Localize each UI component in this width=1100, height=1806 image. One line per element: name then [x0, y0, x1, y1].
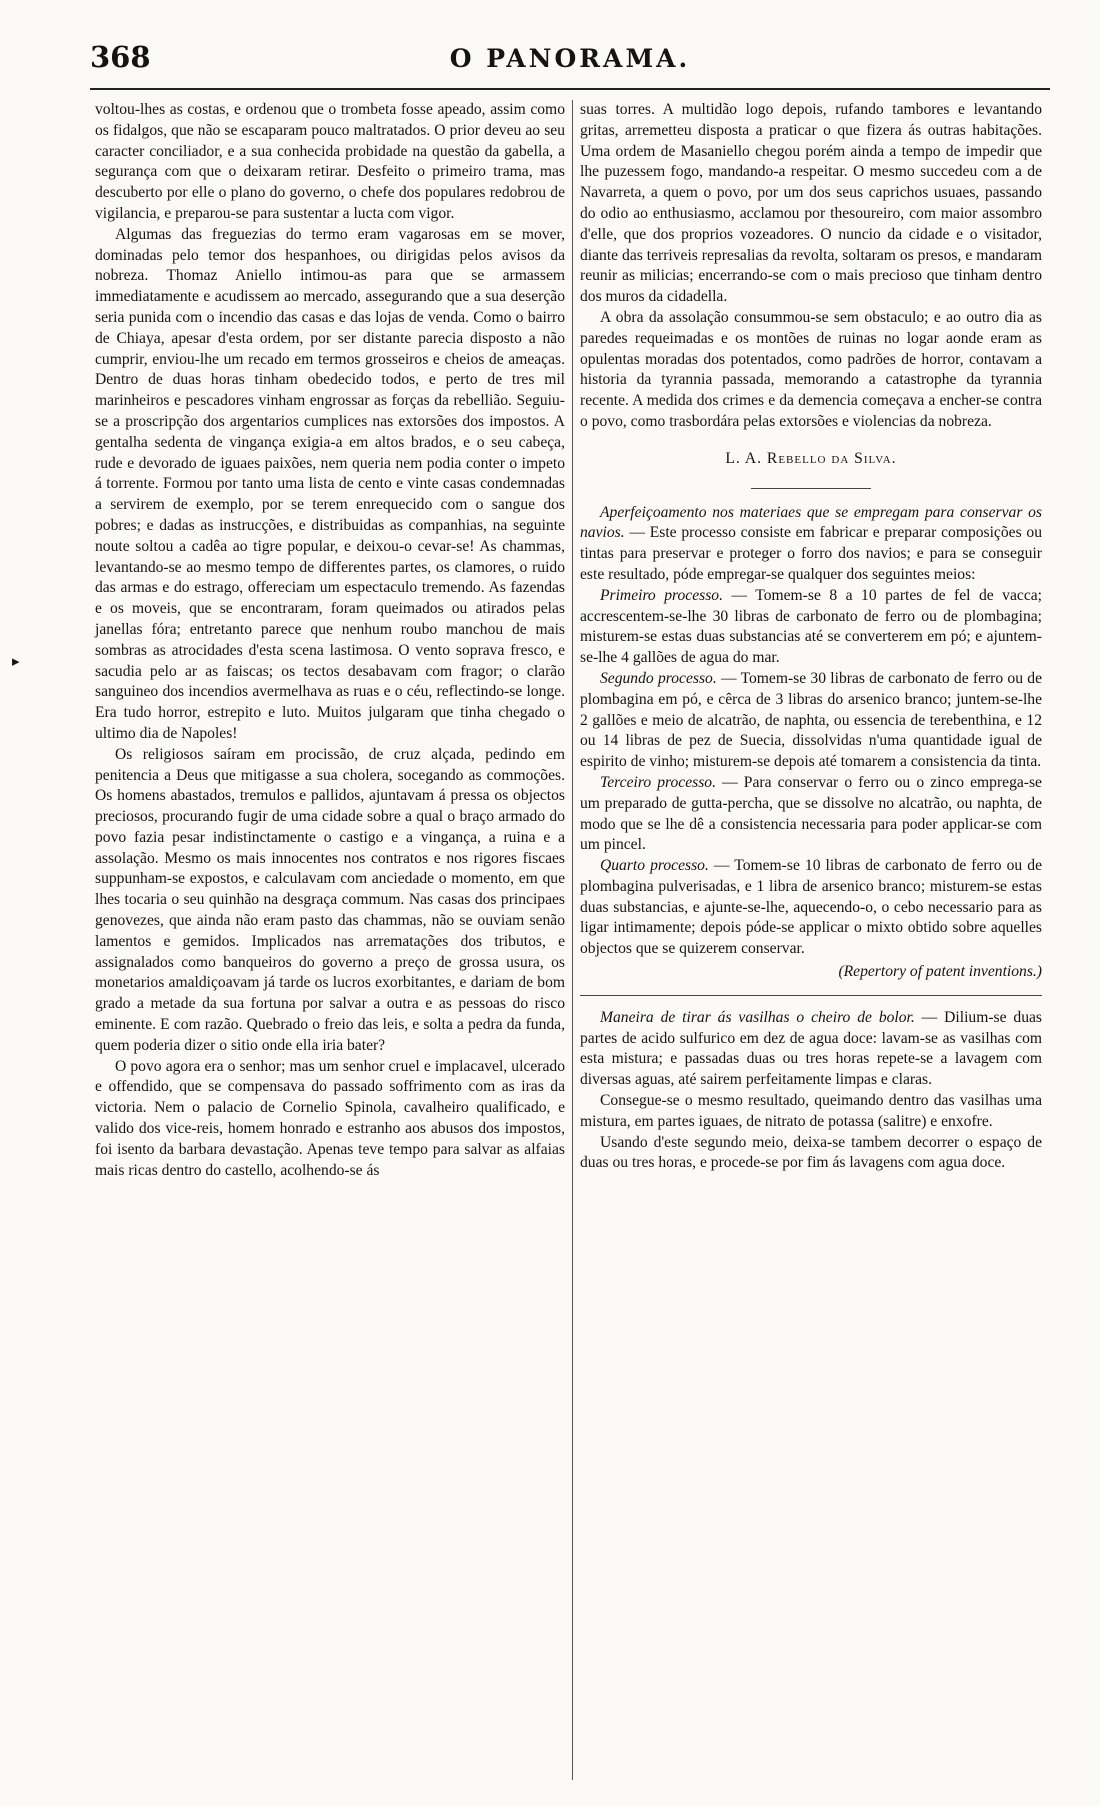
- process-label: Quarto processo.: [600, 857, 709, 875]
- article-intro-text: — Este processo consiste em fabricar e preparar composições ou tintas para preservar e proteger o forro dos navios; e para se conseguir este resultado, póde empregar-se qualquer dos seguintes meios:: [580, 524, 1042, 583]
- process-label: Terceiro processo.: [600, 773, 716, 791]
- process-paragraph: [580, 856, 1042, 960]
- paragraph: Algumas das freguezias do termo eram vagarosas em se mover, dominadas pelo temor dos hespanhoes, ou dirigidas pelos avisos da nobreza. Thomaz Aniello intimou-as para que se armassem immediatamente e acudissem ao mercado, assegurando que a sua deserção seria punida com o incendio das casas e das lojas de venda. Como o bairro de Chiaya, apesar d'esta ordem, por ser distante parecia disposto a não cumprir, enviou-lhe um recado em termos grosseiros e cheios de ameaças. Dentro de duas horas tinham obedecido todos, e perto de tres mil marinheiros e pescadores vinham engrossar as forças da rebellião. Seguiu-se a proscripção dos argentarios cumplices nas extorsões dos impostos. A gentalha sedenta de vingança exigia-a em altos brados, e o seu cabeça, rude e devorado de iguaes paixões, nem queria nem podia conter o impeto á torrente. Formou por tanto uma lista de cento e vinte casas condemnadas a servirem de exemplo, por se terem enrequecido com o sangue dos pobres; e dadas as instrucções, e distribuidas as companhias, na seguinte noute soltou a cadêa ao tigre popular, e deixou-o cevar-se! As chammas, levantando-se ao mesmo tempo de differentes partes, os clamores, o ruido das armas e do estrago, offereciam um espectaculo tremendo. As fazendas e os moveis, que se encontraram, foram queimados ou atirados pelas janellas fóra; entretanto parece que nenhum roubo manchou de mais sombras as atrocidades d'esta scena lastimosa. O vento soprava fresco, e sacudia pelo ar as faiscas; os tectos desabavam com fragor; o clarão sanguineo dos incendios avermelhava as ruas e o céu, reflectindo-se longe. Era tudo horror, estrepito e luto. Muitos julgaram que tinha chegado o ultimo dia de Napoles!: [95, 225, 565, 742]
- article-title: Maneira de tirar ás vasilhas o cheiro de bolor.: [600, 1008, 915, 1026]
- article-title: Aperfeiçoamento nos materiaes que se empregam para conservar os navios.: [580, 503, 1042, 542]
- article-intro-text: — Dilium-se duas partes de acido sulfurico em dez de agua doce: lavam-se as vasilhas com esta mistura; e passadas duas ou tres horas repete-se a lavagem com diversas aguas, até sairem perfeitamente limpas e claras.: [580, 1008, 1042, 1089]
- process-paragraph: [580, 669, 1042, 773]
- journal-title: O PANORAMA.: [449, 44, 691, 73]
- article-source: (Repertory of patent inventions.): [838, 963, 1042, 981]
- process-label: Primeiro processo.: [600, 586, 723, 604]
- left-column: [95, 100, 565, 1181]
- paragraph: A obra da assolação consummou-se sem obstaculo; e ao outro dia as paredes requeimadas e os montões de ruinas no logar aonde eram as opulentas moradas dos potentados, como padrões de horror, contavam a historia da tyrannia passada, memorando a catastrophe da tyrannia recente. A medida dos crimes e da demencia começava a encher-se contra o povo, como trasbordára pelas extorsões e violencias da nobreza.: [580, 308, 1042, 430]
- paragraph: Consegue-se o mesmo resultado, queimando dentro das vasilhas uma mistura, em partes iguaes, de nitrato de potassa (salitre) e enxofre.: [580, 1092, 1042, 1130]
- paragraph: suas torres. A multidão logo depois, rufando tambores e levantando gritas, arremetteu disposta a praticar o que fizera ás outras habitações. Uma ordem de Masaniello chegou porém ainda a tempo de impedir que lhe puzessem fogo, mandando-a respeitar. O mesmo succedeu com a de Navarreta, a quem o povo, por um dos seus caprichos usuaes, passando do odio ao enthusiasmo, acclamou por thesoureiro, com maior assombro d'elle, que dos proprios vozeadores. O nuncio da cidade e o visitador, diante das terriveis represalias da revolta, soltaram os presos, e mandaram reunir as milicias; encerrando-se com o mais precioso que tinham dentro dos muros da cidadella.: [580, 101, 1042, 306]
- article-bolor-intro: [580, 1008, 1042, 1091]
- page-number: 368: [90, 40, 151, 74]
- margin-marker-icon: ▸: [12, 652, 20, 670]
- process-paragraph: [580, 586, 1042, 669]
- process-text: — Para conservar o ferro ou o zinco emprega-se um preparado de gutta-percha, que se dissolve no alcatrão, ou naphta, de modo que se lhe dê a consistencia necessaria para poder applicar-se com um pincel.: [580, 773, 1042, 854]
- right-column: [580, 100, 1042, 1174]
- process-text: — Tomem-se 8 a 10 partes de fel de vacca; accrescentem-se-lhe 30 libras de carbonato de ferro ou de plombagina; misturem-se estas duas substancias até se converterem em pó; e ajuntem-se-lhe 4 gallões de agua do mar.: [580, 586, 1042, 667]
- process-paragraph: [580, 773, 1042, 856]
- column-divider: [572, 100, 573, 1780]
- paragraph: voltou-lhes as costas, e ordenou que o trombeta fosse apeado, assim como os fidalgos, que não se escaparam pouco maltratados. O prior deveu ao seu caracter conciliador, e a sua conhecida probidade na questão da gabella, a segurança com que o deixaram retirar. Desfeito o primeiro trama, mas descuberto por elle o plano do governo, o chefe dos populares redobrou de vigilancia, e preparou-se para sustentar a lucta com vigor.: [95, 101, 565, 222]
- paragraph: Usando d'este segundo meio, deixa-se tambem decorrer o espaço de duas ou tres horas, e procede-se por fim ás lavagens com agua doce.: [580, 1133, 1042, 1172]
- process-label: Segundo processo.: [600, 669, 717, 687]
- paragraph: Os religiosos saíram em procissão, de cruz alçada, pedindo em penitencia a Deus que mitigasse a sua cholera, socegando as commoções. Os homens abastados, tremulos e pallidos, ajuntavam á pressa os objectos preciosos, procurando fugir de uma cidade sobre a qual o braço armado do povo fazia pesar indistinctamente o castigo e a vingança, a ruina e a assolação. Mesmo os mais innocentes nos contratos e nos rigores fiscaes suppunham-se expostos, e calculavam com anciedade o momento, em que lhes tocaria o seu quinhão na desgraça commum. Nas casas dos principaes genovezes, que ainda não eram pasto das chammas, não se ouviam senão lamentos e gemidos. Implicados nas arrematações dos tributos, e assignalados como banqueiros do governo a preço de grossa usura, os monetarios amaldiçoavam já tarde os lucros exorbitantes, e dariam de bom grado a metade da sua fortuna por salvar a outra e as pessoas do risco eminente. E com razão. Quebrado o freio das leis, e solta a pedra da funda, quem poderia dizer o sitio onde ella iria bater?: [95, 745, 565, 1054]
- process-text: — Tomem-se 10 libras de carbonato de ferro ou de plombagina pulverisadas, e 1 libra de arsenico branco; misturem-se estas duas substancias, e ajunte-se-lhe, aquecendo-o, o cebo necessario para as ligar intimamente; depois póde-se applicar o mixto obtido sobre aquelles objectos que se quizerem conservar.: [580, 857, 1042, 958]
- article-navios-intro: [580, 503, 1042, 586]
- page-header: [90, 38, 1050, 90]
- paragraph: O povo agora era o senhor; mas um senhor cruel e implacavel, ulcerado e offendido, que se compensava do passado soffrimento com as iras da victoria. Nem o palacio de Cornelio Spinola, cavalheiro qualificado, e valido dos vice-reis, homem honrado e estranho aos abusos dos impostos, foi isento da barbara devastação. Apenas teve tempo para salvar as alfaias mais ricas dentro do castello, acolhendo-se ás: [95, 1057, 565, 1179]
- section-rule: [751, 488, 871, 489]
- process-text: — Tomem-se 30 libras de carbonato de ferro ou de plombagina em pó, e cêrca de 3 libras do arsenico branco; juntem-se-lhe 2 gallões e meio de alcatrão, de naphta, ou essencia de terebenthina, e 12 ou 14 libras de pez de Suecia, dissolvidas n'uma quantidade igual de espirito de vinho; misturem-se depois até tomarem a consistencia da tinta.: [580, 669, 1043, 771]
- section-rule: [580, 995, 1042, 996]
- author-signature: L. A. Rebello da Silva.: [725, 449, 897, 467]
